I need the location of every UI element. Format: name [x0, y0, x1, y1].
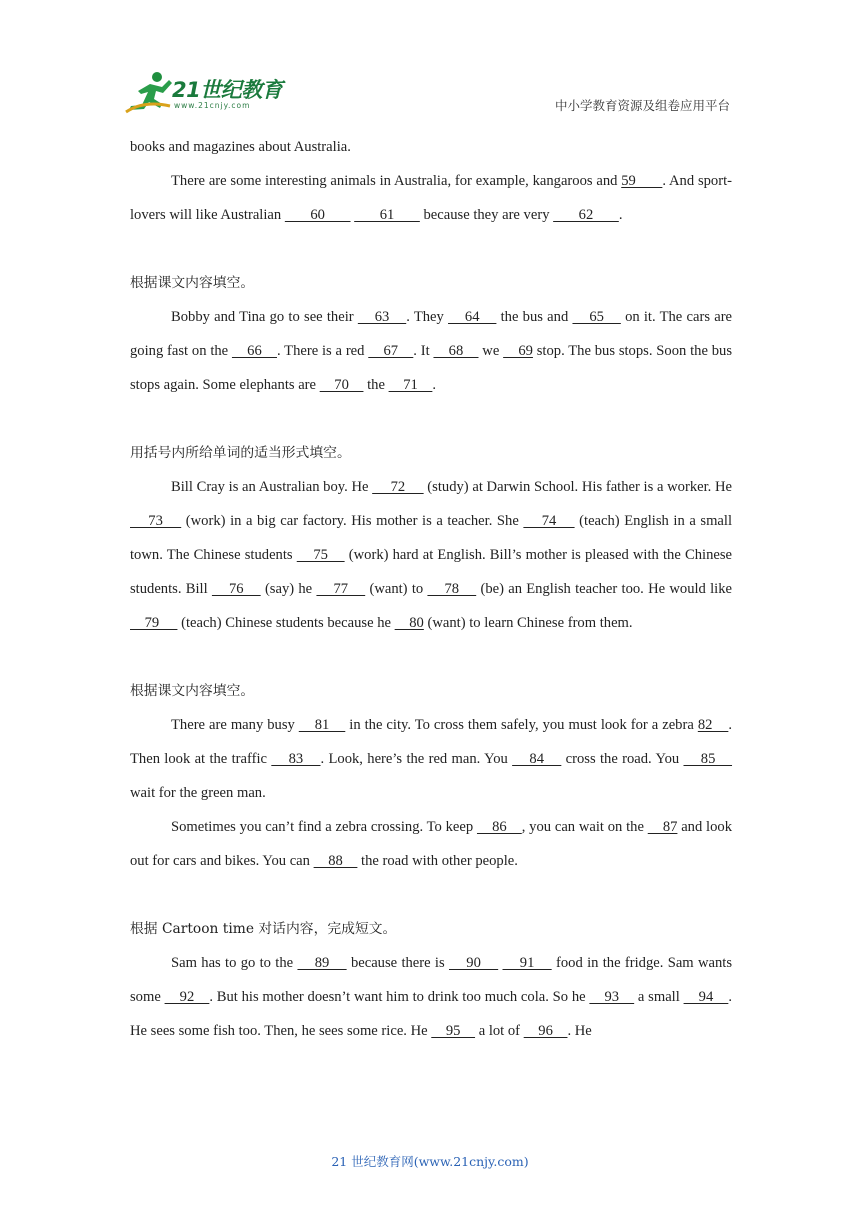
- text-segment: , you can wait on the: [521, 819, 648, 835]
- answer-blank: 59: [621, 173, 663, 189]
- answer-blank: 68: [433, 343, 479, 359]
- answer-blank: 82: [697, 717, 729, 733]
- text-segment: (work) in a big car factory. His mother is a teacher. She: [181, 513, 524, 529]
- text-segment: (teach) Chinese students because he: [177, 615, 395, 631]
- answer-blank: 75: [296, 547, 345, 563]
- answer-blank: 61: [354, 207, 420, 223]
- answer-blank: 62: [553, 207, 619, 223]
- site-logo[interactable]: [124, 70, 294, 116]
- text-segment: wait for the green man.: [130, 785, 266, 801]
- text-segment: . Look, here’s the red man. You: [320, 751, 513, 767]
- answer-blank: 65: [572, 309, 621, 325]
- answer-blank: 66: [231, 343, 277, 359]
- answer-blank: 72: [372, 479, 424, 495]
- text-segment: because there is: [346, 955, 449, 971]
- text-segment: (be) an English teacher too. He would like: [476, 581, 733, 597]
- section4-paragraph-2: [130, 810, 732, 878]
- text-segment: . It: [413, 343, 434, 359]
- answer-blank: 95: [431, 1023, 476, 1039]
- text-segment: because they are very: [419, 207, 554, 223]
- answer-blank: 84: [512, 751, 562, 767]
- answer-blank: 70: [319, 377, 364, 393]
- text-segment: food in the fridge. Sam wants some: [130, 955, 733, 1005]
- answer-blank: 89: [297, 955, 347, 971]
- section3-paragraph: [130, 470, 732, 640]
- text-segment: (work) hard at English. Bill’s mother is pleased with the Chinese students. Bill: [130, 547, 733, 597]
- answer-blank: 90: [449, 955, 499, 971]
- text-segment: a lot of: [475, 1023, 524, 1039]
- answer-blank: 92: [164, 989, 210, 1005]
- text-segment: (want) to: [365, 581, 428, 597]
- platform-slogan: 中小学教育资源及组卷应用平台: [554, 98, 730, 113]
- text-segment: we: [478, 343, 504, 359]
- runner-logo-icon: [124, 70, 176, 114]
- section2-title: 根据课文内容填空。: [130, 275, 255, 291]
- section4-title: 根据课文内容填空。: [130, 683, 255, 699]
- text-segment: There are some interesting animals in Australia, for example, kangaroos and: [171, 173, 622, 189]
- text-segment: . There is a red: [276, 343, 369, 359]
- text-segment: .: [618, 207, 623, 223]
- text-segment: Sam has to go to the: [171, 955, 298, 971]
- section2-paragraph: [130, 300, 732, 402]
- section5-paragraph: [130, 946, 732, 1048]
- text-segment: and look out for cars and bikes. You can: [130, 819, 732, 869]
- answer-blank: 63: [357, 309, 407, 325]
- text-segment: (study) at Darwin School. His father is a worker. He: [423, 479, 733, 495]
- logo-text: 21世纪教育: [172, 78, 283, 102]
- text-segment: the bus and: [496, 309, 573, 325]
- text-segment: in the city. To cross them safely, you must look for a zebra: [345, 717, 698, 733]
- page-header: [0, 0, 860, 130]
- answer-blank: 94: [683, 989, 729, 1005]
- text-segment: stop. The bus stops. Soon the bus stops again. Some elephants are: [130, 343, 733, 393]
- footer-link[interactable]: 21 世纪教育网(www.21cnjy.com): [331, 1154, 529, 1169]
- text-segment: . They: [406, 309, 449, 325]
- answer-blank: 64: [448, 309, 497, 325]
- text-segment: (say) he: [260, 581, 317, 597]
- text-segment: .: [432, 377, 437, 393]
- logo-url: www.21cnjy.com: [174, 101, 251, 110]
- text-segment: . But his mother doesn’t want him to drink too much cola. So he: [209, 989, 590, 1005]
- answer-blank: 88: [313, 853, 358, 869]
- section4-paragraph-1: [130, 708, 732, 810]
- text-segment: . He: [567, 1023, 592, 1039]
- text-segment: (teach) English in a small town. The Chinese students: [130, 513, 733, 563]
- section1-paragraph-1: books and magazines about Australia.: [130, 139, 351, 155]
- text-segment: the: [363, 377, 389, 393]
- text-segment: . He sees some fish too. Then, he sees some rice. He: [130, 989, 732, 1039]
- text-segment: on it. The cars are going fast on the: [130, 309, 733, 359]
- document-body: [130, 130, 732, 1048]
- answer-blank: 96: [523, 1023, 568, 1039]
- section5-title: 根据 Cartoon time 对话内容，完成短文。: [130, 921, 397, 937]
- text-segment: Bobby and Tina go to see their: [171, 309, 358, 325]
- answer-blank: 83: [271, 751, 321, 767]
- section1-paragraph-2: [130, 164, 732, 232]
- answer-blank: 91: [502, 955, 552, 971]
- text-segment: Sometimes you can’t find a zebra crossing. To keep: [171, 819, 477, 835]
- text-segment: . And sport-lovers will like Australian: [130, 173, 732, 223]
- answer-blank: 93: [589, 989, 635, 1005]
- answer-blank: 77: [316, 581, 366, 597]
- answer-blank: 73: [130, 513, 182, 529]
- answer-blank: 69: [503, 343, 533, 359]
- section3-title: 用括号内所给单词的适当形式填空。: [130, 445, 351, 461]
- answer-blank: 76: [211, 581, 261, 597]
- text-segment: Bill Cray is an Australian boy. He: [171, 479, 373, 495]
- answer-blank: 71: [388, 377, 433, 393]
- answer-blank: 60: [284, 207, 351, 223]
- answer-blank: 85: [683, 751, 733, 767]
- answer-blank: 79: [130, 615, 178, 631]
- text-segment: cross the road. You: [561, 751, 684, 767]
- answer-blank: 67: [368, 343, 414, 359]
- answer-blank: 81: [298, 717, 346, 733]
- answer-blank: 87: [647, 819, 678, 835]
- answer-blank: 80: [394, 615, 424, 631]
- text-segment: There are many busy: [171, 717, 299, 733]
- answer-blank: 78: [427, 581, 477, 597]
- text-segment: a small: [634, 989, 684, 1005]
- answer-blank: 86: [476, 819, 522, 835]
- text-segment: the road with other people.: [357, 853, 518, 869]
- text-segment: . Then look at the traffic: [130, 717, 733, 767]
- answer-blank: 74: [523, 513, 575, 529]
- text-segment: (want) to learn Chinese from them.: [423, 615, 633, 631]
